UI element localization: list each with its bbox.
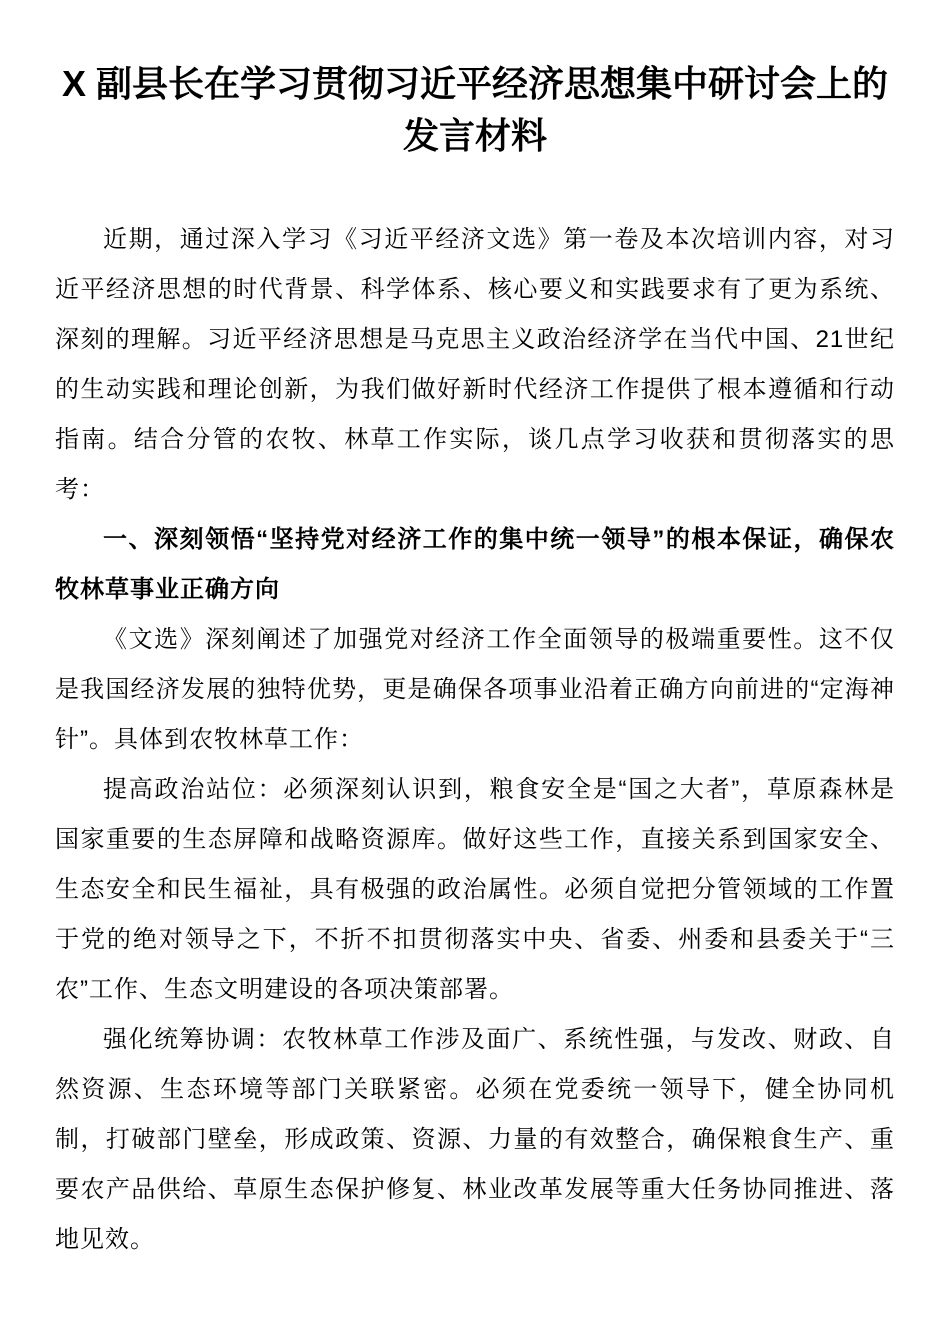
body-paragraph: 《文选》深刻阐述了加强党对经济工作全面领导的极端重要性。这不仅是我国经济发展的独特优势，更是确保各项事业沿着正确方向前进的“定海神针”。具体到农牧林草工作： [55,626,895,753]
section-heading: 一、深刻领悟“坚持党对经济工作的集中统一领导”的根本保证，确保农牧林草事业正确方向 [55,526,895,603]
document-body [55,215,895,1265]
body-paragraph: 近期，通过深入学习《习近平经济文选》第一卷及本次培训内容，对习近平经济思想的时代背景、科学体系、核心要义和实践要求有了更为系统、深刻的理解。习近平经济思想是马克思主义政治经济学在当代中国、21世纪的生动实践和理论创新，为我们做好新时代经济工作提供了根本遵循和行动指南。结合分管的农牧、林草工作实际，谈几点学习收获和贯彻落实的思考： [55,226,895,503]
body-paragraph: 提高政治站位：必须深刻认识到，粮食安全是“国之大者”，草原森林是国家重要的生态屏障和战略资源库。做好这些工作，直接关系到国家安全、生态安全和民生福祉，具有极强的政治属性。必须自觉把分管领域的工作置于党的绝对领导之下，不折不扣贯彻落实中央、省委、州委和县委关于“三农”工作、生态文明建设的各项决策部署。 [55,776,895,1003]
document-title: X 副县长在学习贯彻习近平经济思想集中研讨会上的发言材料 [61,63,888,156]
body-paragraph: 强化统筹协调：农牧林草工作涉及面广、系统性强，与发改、财政、自然资源、生态环境等部门关联紧密。必须在党委统一领导下，健全协同机制，打破部门壁垒，形成政策、资源、力量的有效整合，确保粮食生产、重要农产品供给、草原生态保护修复、林业改革发展等重大任务协同推进、落地见效。 [55,1026,895,1253]
